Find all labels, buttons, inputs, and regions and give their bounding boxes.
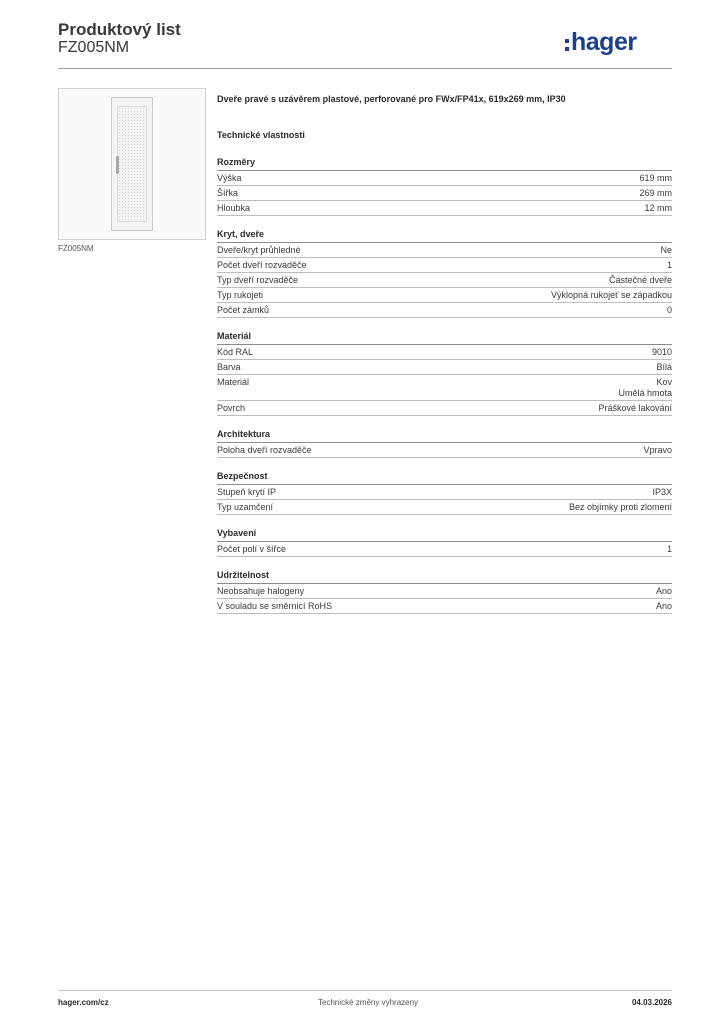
header-divider	[58, 68, 672, 69]
spec-content	[217, 93, 672, 626]
spec-group-title: Materiál	[217, 330, 672, 345]
footer-date: 04.03.2026	[631, 998, 672, 1007]
spec-value	[652, 487, 672, 498]
image-caption: FZ005NM	[58, 244, 94, 253]
spec-label: Hloubka	[217, 203, 251, 213]
spec-row	[217, 243, 672, 258]
spec-value-line: Práškové lakování	[598, 403, 672, 413]
spec-group	[217, 330, 672, 416]
spec-label: Povrch	[217, 403, 246, 413]
spec-value-line: 619 mm	[639, 173, 672, 183]
spec-row	[217, 171, 672, 186]
spec-row	[217, 258, 672, 273]
spec-value-line: IP3X	[652, 487, 672, 497]
product-description: Dveře pravé s uzávěrem plastové, perforované pro FWx/FP41x, 619x269 mm, IP30	[217, 94, 566, 104]
spec-row	[217, 401, 672, 416]
spec-label: Typ dveří rozvaděče	[217, 275, 299, 285]
spec-value-line: 1	[666, 544, 672, 554]
spec-group	[217, 156, 672, 216]
footer-divider	[58, 990, 672, 991]
spec-row	[217, 443, 672, 458]
spec-group	[217, 428, 672, 458]
perforated-panel	[117, 106, 147, 222]
spec-row	[217, 273, 672, 288]
spec-label: Dveře/kryt průhledné	[217, 245, 301, 255]
footer-website[interactable]: hager.com/cz	[58, 998, 109, 1007]
spec-value	[551, 290, 672, 301]
spec-value	[609, 275, 672, 286]
spec-label: Neobsahuje halogeny	[217, 586, 305, 596]
page-title: Produktový list	[58, 20, 181, 39]
spec-value	[639, 188, 672, 199]
logo-text: hager	[571, 28, 637, 56]
spec-row	[217, 584, 672, 599]
spec-label: Výška	[217, 173, 242, 183]
spec-label: V souladu se směrnicí RoHS	[217, 601, 333, 611]
spec-row	[217, 599, 672, 614]
product-code: FZ005NM	[58, 39, 130, 56]
spec-group-title: Rozměry	[217, 156, 672, 171]
spec-group-title: Bezpečnost	[217, 470, 672, 485]
spec-value	[643, 445, 672, 456]
spec-value-line: Částečné dveře	[608, 275, 672, 285]
spec-value-line: 269 mm	[639, 188, 672, 198]
door-icon	[111, 97, 153, 231]
spec-label: Poloha dveří rozvaděče	[217, 445, 312, 455]
spec-label: Typ rukojeti	[217, 290, 264, 300]
spec-value	[639, 173, 672, 184]
spec-value-line: 1	[666, 260, 672, 270]
door-handle	[116, 156, 119, 174]
spec-value-line: Bílá	[656, 362, 672, 372]
spec-group-title: Vybavení	[217, 527, 672, 542]
spec-value	[618, 377, 672, 399]
spec-label: Počet zámků	[217, 305, 270, 315]
spec-value	[667, 544, 672, 555]
spec-row	[217, 201, 672, 216]
spec-value	[569, 502, 672, 513]
spec-row	[217, 485, 672, 500]
spec-value	[660, 245, 672, 256]
spec-row	[217, 303, 672, 318]
spec-value	[656, 362, 672, 373]
spec-row	[217, 288, 672, 303]
spec-value	[656, 586, 672, 597]
spec-label: Počet dveří rozvaděče	[217, 260, 307, 270]
spec-value-line: Ano	[655, 601, 672, 611]
spec-label: Stupeň krytí IP	[217, 487, 277, 497]
spec-group	[217, 470, 672, 515]
spec-value-line: 9010	[651, 347, 672, 357]
spec-group-title: Architektura	[217, 428, 672, 443]
spec-value-line: 12 mm	[644, 203, 672, 213]
spec-value	[644, 203, 672, 214]
spec-group	[217, 228, 672, 318]
spec-row	[217, 186, 672, 201]
product-image	[58, 88, 206, 240]
spec-value-line: Ano	[655, 586, 672, 596]
spec-value-line: 0	[666, 305, 672, 315]
spec-value-line: Výklopná rukojeť se západkou	[551, 290, 672, 300]
spec-row	[217, 345, 672, 360]
footer-note: Technické změny vyhrazeny	[318, 998, 419, 1007]
spec-value-line: Bez objímky proti zlomení	[568, 502, 672, 512]
spec-label: Šířka	[217, 188, 239, 198]
spec-row	[217, 500, 672, 515]
spec-value	[598, 403, 672, 414]
spec-row	[217, 542, 672, 557]
spec-value	[652, 347, 672, 358]
spec-row	[217, 360, 672, 375]
spec-group	[217, 527, 672, 557]
spec-value-line: Vpravo	[643, 445, 672, 455]
spec-value	[667, 305, 672, 316]
spec-group-title: Kryt, dveře	[217, 228, 672, 243]
spec-value-line: Ne	[660, 245, 672, 255]
spec-label: Barva	[217, 362, 241, 372]
spec-value	[667, 260, 672, 271]
logo-dots-icon	[565, 39, 569, 51]
spec-value-line: Kov	[656, 377, 672, 387]
spec-value-line: Umělá hmota	[618, 388, 672, 398]
spec-label: Počet polí v šířce	[217, 544, 287, 554]
spec-label: Materiál	[217, 377, 250, 387]
hager-logo	[565, 28, 637, 57]
spec-row	[217, 375, 672, 401]
spec-group	[217, 569, 672, 614]
spec-label: Typ uzamčení	[217, 502, 274, 512]
spec-group-title: Udržitelnost	[217, 569, 672, 584]
spec-groups	[217, 156, 672, 614]
section-title: Technické vlastnosti	[217, 130, 305, 140]
spec-value	[656, 601, 672, 612]
spec-label: Kód RAL	[217, 347, 254, 357]
